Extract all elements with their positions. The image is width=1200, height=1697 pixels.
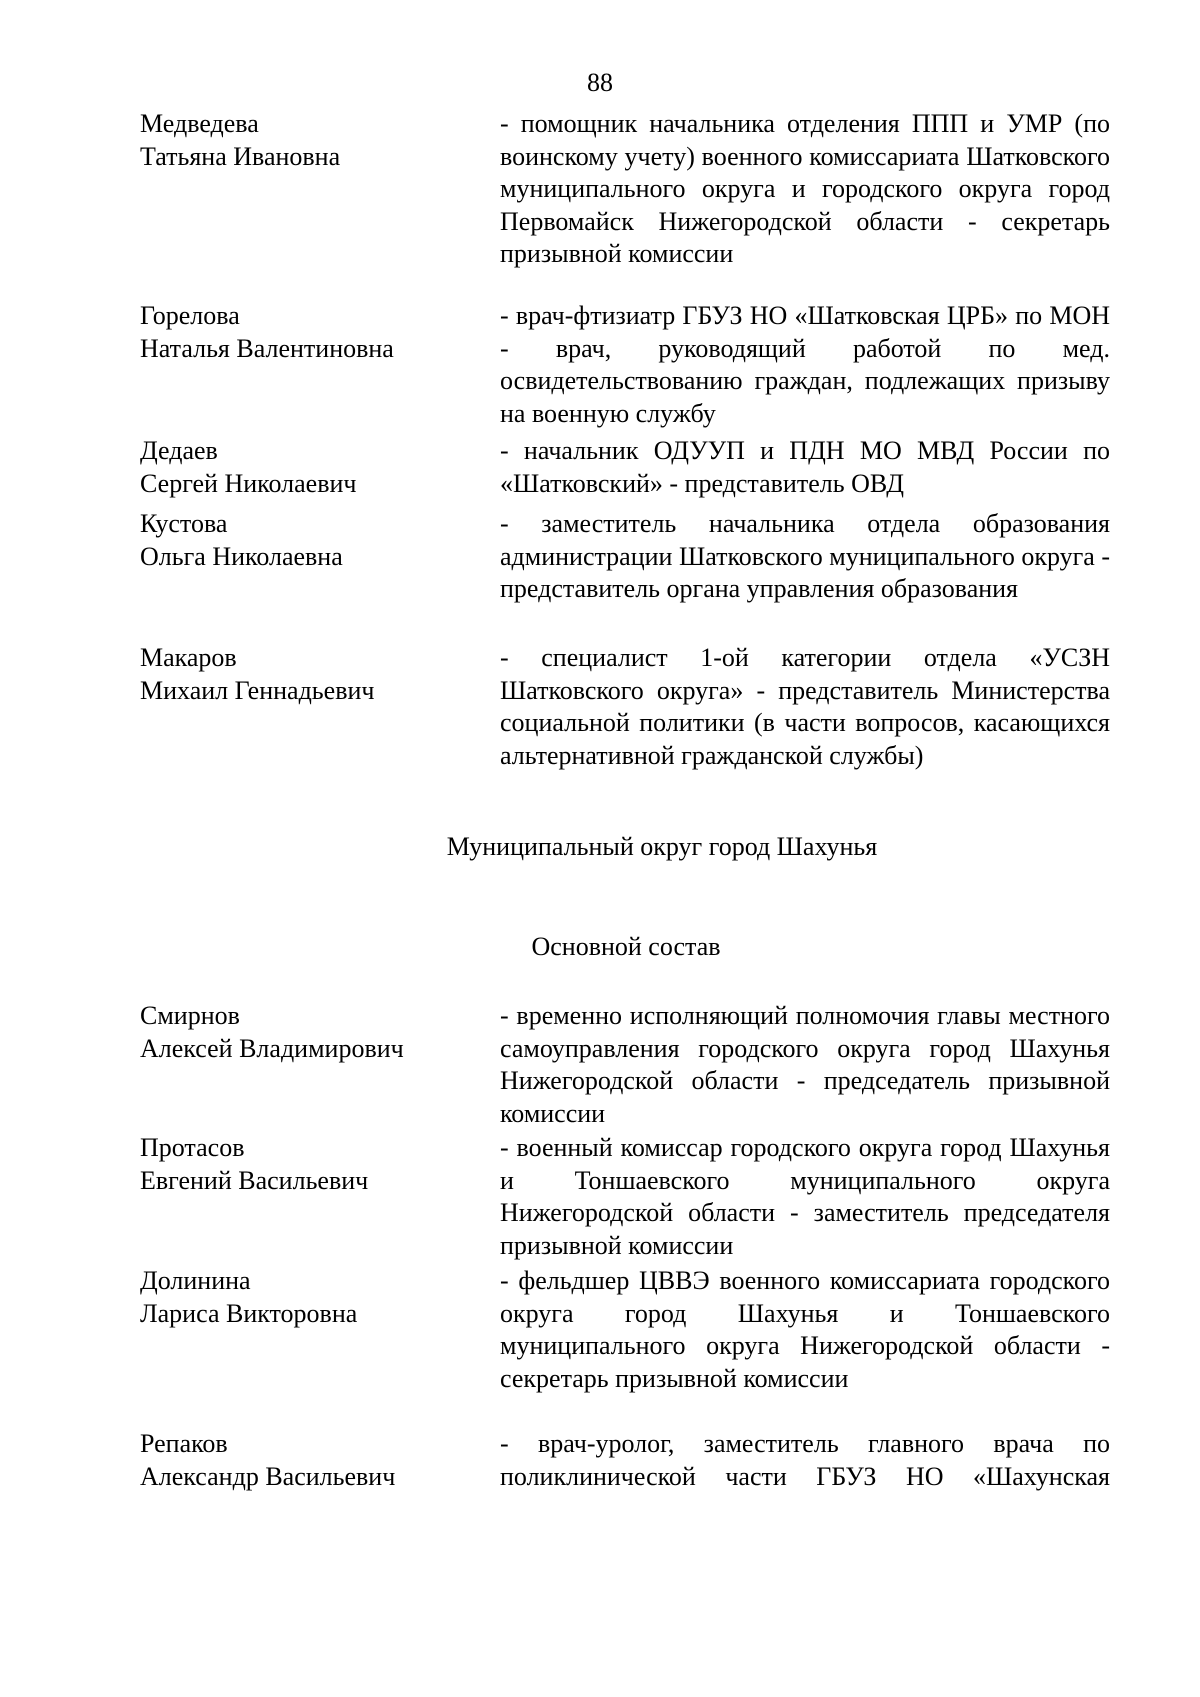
- member-given-names: Евгений Васильевич: [140, 1165, 369, 1195]
- member-role: - временно исполняющий полномочия главы местного самоуправления городского округа город Шахунья Нижегородской области - председатель призывной комиссии: [500, 1001, 1110, 1128]
- member-name: [140, 435, 480, 500]
- member-given-names: Александр Васильевич: [140, 1461, 396, 1491]
- subsection-title: Основной состав: [531, 932, 721, 961]
- member-surname: Протасов: [140, 1133, 245, 1162]
- member-name: [140, 1132, 480, 1197]
- member-name: [140, 1265, 480, 1330]
- member-name: [140, 108, 480, 173]
- member-name: [140, 1000, 480, 1065]
- section-title: Муниципальный округ город Шахунья: [446, 832, 878, 861]
- member-surname: Медведева: [140, 109, 259, 138]
- member-role: - врач-уролог, заместитель главного врача по поликлинической части ГБУЗ НО «Шахунская: [500, 1429, 1110, 1491]
- member-role: - военный комиссар городского округа город Шахунья и Тоншаевского муниципального округа Нижегородской области - заместитель председателя призывной комиссии: [500, 1133, 1110, 1260]
- member-surname: Дедаев: [140, 436, 218, 465]
- member-surname: Репаков: [140, 1429, 228, 1458]
- member-role: - начальник ОДУУП и ПДН МО МВД России по «Шатковский» - представитель ОВД: [500, 436, 1110, 498]
- member-role: - фельдшер ЦВВЭ военного комиссариата городского округа город Шахунья и Тоншаевского муниципального округа Нижегородской области - секретарь призывной комиссии: [500, 1266, 1110, 1393]
- member-name: [140, 508, 480, 573]
- member-given-names: Лариса Викторовна: [140, 1298, 358, 1328]
- member-given-names: Татьяна Ивановна: [140, 141, 341, 171]
- member-role: - помощник начальника отделения ППП и УМР (по воинскому учету) военного комиссариата Шатковского муниципального округа и городского округа город Первомайск Нижегородской области - секретарь призывной комиссии: [500, 109, 1110, 268]
- member-surname: Макаров: [140, 643, 237, 672]
- member-surname: Смирнов: [140, 1001, 240, 1030]
- page-number: 88: [587, 68, 613, 97]
- member-role: - заместитель начальника отдела образования администрации Шатковского муниципального округа - представитель органа управления образования: [500, 509, 1110, 603]
- member-role: - врач-фтизиатр ГБУЗ НО «Шатковская ЦРБ» по МОН - врач, руководящий работой по мед. освидетельствованию граждан, подлежащих призыву на военную службу: [500, 301, 1110, 428]
- member-surname: Горелова: [140, 301, 240, 330]
- member-surname: Кустова: [140, 509, 228, 538]
- member-name: [140, 1428, 480, 1493]
- member-given-names: Ольга Николаевна: [140, 541, 343, 571]
- member-given-names: Сергей Николаевич: [140, 468, 357, 498]
- member-given-names: Михаил Геннадьевич: [140, 675, 375, 705]
- member-name: [140, 642, 480, 707]
- member-surname: Долинина: [140, 1266, 251, 1295]
- member-role: - специалист 1-ой категории отдела «УСЗН Шатковского округа» - представитель Министерства социальной политики (в части вопросов, касающихся альтернативной гражданской службы): [500, 643, 1110, 770]
- member-name: [140, 300, 480, 365]
- member-given-names: Наталья Валентиновна: [140, 333, 394, 363]
- member-given-names: Алексей Владимирович: [140, 1033, 404, 1063]
